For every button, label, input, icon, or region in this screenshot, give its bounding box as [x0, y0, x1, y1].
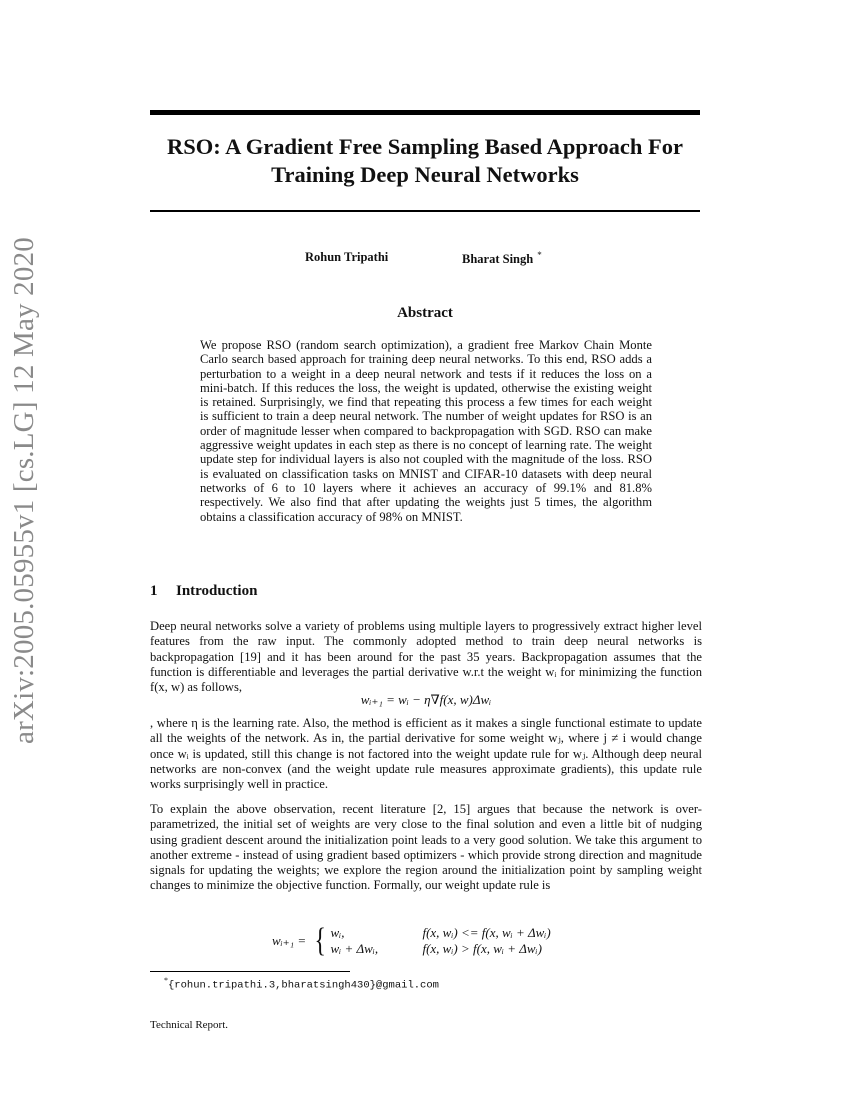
- footer-note: Technical Report.: [150, 1019, 229, 1031]
- case-value: wᵢ + Δwᵢ,: [330, 941, 379, 956]
- arxiv-stamp: [2, 236, 46, 744]
- section-number: 1: [150, 583, 158, 599]
- paragraph-intro-3: To explain the above observation, recent literature [2, 15] argues that because the network is over-parametrized, the initial set of weights are very close to the final solution and even a little bit of nudging using gradient descent around the initialization point leads to a very good solution. We take this argument to another extreme - instead of using gradient based optimizers - which provide strong direction and magnitude signals for updating the weights; we explore the region around the initialization point by sampling weight changes to minimize the objective function. Formally, our weight update rule is: [150, 802, 702, 893]
- equation-gradient-update: wᵢ₊₁ = wᵢ − η∇f(x, w)Δwᵢ: [360, 692, 492, 707]
- section-heading: [150, 583, 257, 600]
- equation-cases: [330, 925, 550, 957]
- author-name: Rohun Tripathi: [305, 250, 389, 264]
- title-top-rule: [150, 110, 700, 115]
- arxiv-identifier: arXiv:2005.05955v1 [cs.LG] 12 May 2020: [7, 236, 40, 744]
- equation-lhs: wᵢ₊₁ =: [272, 933, 307, 948]
- paragraph-intro-2: , where η is the learning rate. Also, the method is efficient as it makes a single functional estimate to update all the weights of the network. As in, the partial derivative for some weight wⱼ, where j ≠ i would change once wᵢ is updated, still this change is not factored into the weight update rule for wⱼ. Although deep neural networks are non-convex (and the weight update rule measures approximate gradients), this update rule works surprisingly well in practice.: [150, 716, 702, 792]
- case-condition: f(x, wᵢ) > f(x, wᵢ + Δwᵢ): [422, 941, 542, 956]
- footnote: [164, 976, 439, 992]
- abstract-heading: Abstract: [397, 305, 453, 321]
- paragraph-intro-1: Deep neural networks solve a variety of problems using multiple layers to progressively extract higher level features from the raw input. The commonly adopted method to train deep neural networks is backpropagation [19] and it has been around for the past 35 years. Backpropagation assumes that the function is differentiable and leverages the partial derivative w.r.t the weight wᵢ for minimizing the function f(x, w) as follows,: [150, 619, 702, 695]
- title-line-1: RSO: A Gradient Free Sampling Based Approach For: [166, 134, 684, 159]
- author-entry: [462, 250, 542, 267]
- title-bottom-rule: [150, 210, 700, 212]
- footnote-mark: *: [537, 250, 542, 260]
- case-value: wᵢ,: [330, 925, 345, 940]
- title-line-2: Training Deep Neural Networks: [271, 162, 579, 187]
- footnote-email[interactable]: {rohun.tripathi.3,bharatsingh430}@gmail.com: [168, 979, 439, 992]
- case-condition: f(x, wᵢ) <= f(x, wᵢ + Δwᵢ): [422, 925, 551, 940]
- footnote-rule: [150, 971, 350, 972]
- paper-title: [150, 133, 700, 189]
- section-title: Introduction: [176, 583, 258, 599]
- author-name: Bharat Singh: [462, 252, 534, 267]
- left-brace-symbol: {: [314, 922, 327, 959]
- abstract-text: We propose RSO (random search optimization), a gradient free Markov Chain Monte Carlo search based approach for training deep neural networks. To this end, RSO adds a perturbation to a weight in a deep neural network and tests if it reduces the loss on a mini-batch. If this reduces the loss, the weight is updated, otherwise the existing weight is retained. Surprisingly, we find that repeating this process a few times for each weight is sufficient to train a deep neural network. The number of weight updates for RSO is an order of magnitude lesser when compared to backpropagation with SGD. RSO can make aggressive weight updates in each step as there is no concept of learning rate. The weight update step for individual layers is also not coupled with the magnitude of the loss. RSO is evaluated on classification tasks on MNIST and CIFAR-10 datasets with deep neural networks of 6 to 10 layers where it achieves an accuracy of 99.1% and 81.8% respectively. We also find that after updating the weights just 5 times, the algorithm obtains a classification accuracy of 98% on MNIST.: [200, 338, 652, 524]
- equation-rso-update-rule: [272, 922, 551, 959]
- footnote-mark: *: [164, 976, 168, 985]
